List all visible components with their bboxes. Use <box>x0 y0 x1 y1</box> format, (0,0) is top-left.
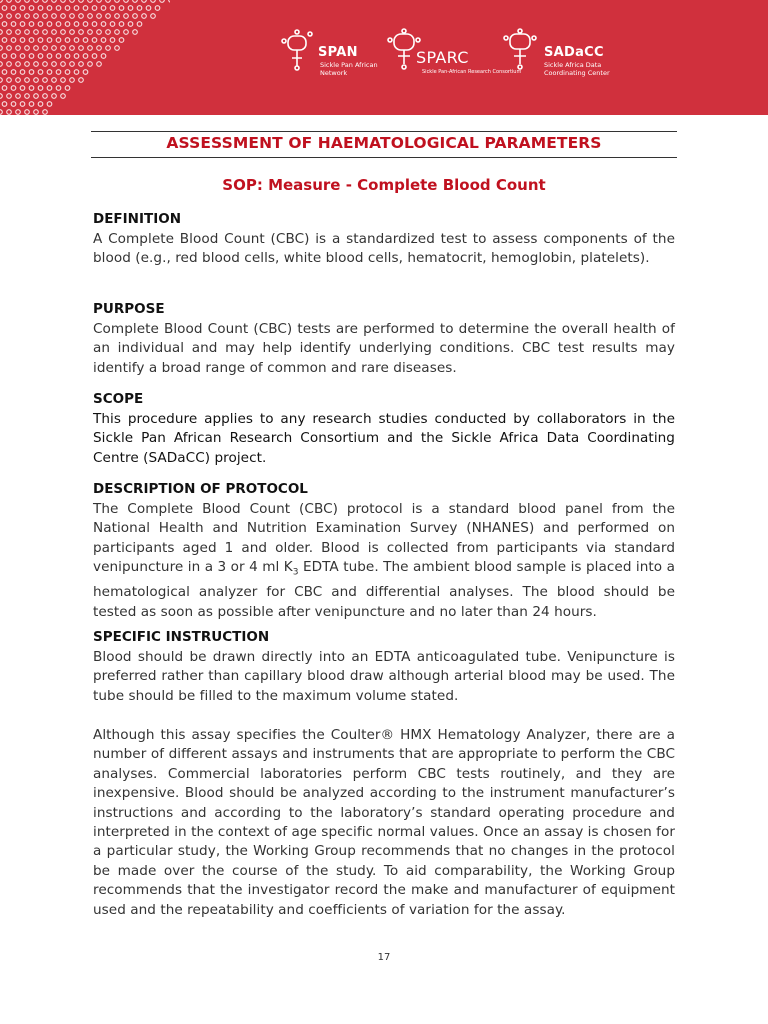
pattern-dot <box>65 6 70 11</box>
protocol-heading: DESCRIPTION OF PROTOCOL <box>93 481 308 497</box>
pattern-dot <box>74 70 79 75</box>
pattern-dot <box>11 86 16 91</box>
pattern-dot <box>83 6 88 11</box>
purpose-text: Complete Blood Count (CBC) tests are performed to determine the overall health of an individual and may help identify underlying conditions. CBC test results may identify a broad range of common and rare diseases. <box>93 321 675 376</box>
pattern-dot <box>79 30 84 35</box>
pattern-dot <box>74 54 79 59</box>
pattern-dot <box>133 30 138 35</box>
pattern-dot <box>124 0 129 2</box>
pattern-dot <box>110 6 115 11</box>
pattern-dot <box>101 22 106 27</box>
pattern-dot <box>38 70 43 75</box>
pattern-dot <box>0 0 2 2</box>
pattern-dot <box>47 38 52 43</box>
dot-pattern-decoration <box>0 0 170 115</box>
pattern-dot <box>151 0 156 2</box>
pattern-dot <box>38 38 43 43</box>
pattern-dot <box>25 78 30 83</box>
pattern-dot <box>25 14 30 19</box>
pattern-dot <box>43 78 48 83</box>
pattern-dot <box>2 22 7 27</box>
pattern-dot <box>65 22 70 27</box>
pattern-dot <box>61 0 66 2</box>
pattern-dot <box>83 54 88 59</box>
pattern-dot <box>38 22 43 27</box>
pattern-dot <box>124 30 129 35</box>
protocol-text-part2: EDTA tube. The ambient blood sample is placed into a hematological analyzer for CBC and differential analyses. The blood should be tested as soon as possible after venipuncture and no later than 24 hours. <box>93 559 675 620</box>
pattern-dot <box>79 14 84 19</box>
pattern-dot <box>2 70 7 75</box>
pattern-dot <box>115 14 120 19</box>
sparco-sub-line1: Sickle Pan-African Research Consortium <box>422 69 522 75</box>
scope-heading: SCOPE <box>93 391 144 407</box>
pattern-dot <box>83 38 88 43</box>
pattern-dot <box>52 30 57 35</box>
pattern-dot <box>43 30 48 35</box>
pattern-dot <box>74 6 79 11</box>
pattern-dot <box>151 14 156 19</box>
pattern-dot <box>34 46 39 51</box>
pattern-dot <box>61 78 66 83</box>
sadacc-sub-line1: Sickle Africa Data <box>544 61 602 69</box>
pattern-dot <box>25 0 30 2</box>
pattern-dot <box>38 102 43 107</box>
pattern-dot <box>70 78 75 83</box>
title-bottom-rule <box>91 157 677 158</box>
pattern-dot <box>92 54 97 59</box>
pattern-dot <box>47 102 52 107</box>
pattern-dot <box>7 110 12 115</box>
pattern-dot <box>2 54 7 59</box>
pattern-dot <box>88 62 93 67</box>
pattern-dot <box>20 22 25 27</box>
sadacc-sub-line2: Coordinating Center <box>544 69 610 77</box>
header-banner <box>0 0 768 115</box>
pattern-dot <box>47 6 52 11</box>
pattern-dot <box>34 30 39 35</box>
pattern-dot <box>83 22 88 27</box>
pattern-dot <box>16 110 21 115</box>
pattern-dot <box>65 54 70 59</box>
pattern-dot <box>133 14 138 19</box>
pattern-dot <box>79 46 84 51</box>
pattern-dot <box>2 86 7 91</box>
pattern-dot <box>70 46 75 51</box>
pattern-dot <box>70 62 75 67</box>
pattern-dot <box>20 6 25 11</box>
pattern-dot <box>56 70 61 75</box>
pattern-dot <box>142 0 147 2</box>
span-sub-line1: Sickle Pan African <box>320 61 378 69</box>
pattern-dot <box>115 30 120 35</box>
pattern-dot <box>25 94 30 99</box>
pattern-dot <box>47 86 52 91</box>
span-sub-line2: Network <box>320 69 348 77</box>
pattern-dot <box>61 46 66 51</box>
pattern-dot <box>0 14 2 19</box>
sadacc-emblem-icon <box>502 28 542 72</box>
pattern-dot <box>61 14 66 19</box>
pattern-dot <box>119 38 124 43</box>
pattern-dot <box>38 86 43 91</box>
pattern-dot <box>101 54 106 59</box>
pattern-dot <box>16 14 21 19</box>
pattern-dot <box>34 0 39 2</box>
pattern-dot <box>110 22 115 27</box>
pattern-dot <box>0 62 2 67</box>
pattern-dot <box>88 46 93 51</box>
pattern-dot <box>29 38 34 43</box>
pattern-dot <box>97 0 102 2</box>
pattern-dot <box>11 38 16 43</box>
pattern-dot <box>0 78 2 83</box>
pattern-dot <box>146 6 151 11</box>
definition-heading: DEFINITION <box>93 211 182 227</box>
main-title: ASSESSMENT OF HAEMATOLOGICAL PARAMETERS <box>166 134 602 152</box>
pattern-dot <box>56 54 61 59</box>
title-top-rule <box>91 131 677 132</box>
pattern-dot <box>25 110 30 115</box>
pattern-dot <box>16 46 21 51</box>
specific-instruction-text-1: Blood should be drawn directly into an EDTA anticoagulated tube. Venipuncture is preferred rather than capillary blood draw although arterial blood may be used. The tube should be filled to the maximum volume stated. <box>93 649 675 704</box>
pattern-dot <box>115 0 120 2</box>
pattern-dot <box>65 70 70 75</box>
pattern-dot <box>97 14 102 19</box>
pattern-dot <box>88 30 93 35</box>
pattern-dot <box>29 54 34 59</box>
pattern-dot <box>65 86 70 91</box>
pattern-dot <box>128 6 133 11</box>
specific-instruction-heading: SPECIFIC INSTRUCTION <box>93 629 270 645</box>
pattern-dot <box>11 6 16 11</box>
pattern-dot <box>25 62 30 67</box>
pattern-dot <box>16 94 21 99</box>
pattern-dot <box>11 70 16 75</box>
pattern-dot <box>16 62 21 67</box>
pattern-dot <box>2 38 7 43</box>
pattern-dot <box>43 94 48 99</box>
pattern-dot <box>20 86 25 91</box>
pattern-dot <box>61 30 66 35</box>
pattern-dot <box>79 0 84 2</box>
pattern-dot <box>52 46 57 51</box>
pattern-dot <box>83 70 88 75</box>
pattern-dot <box>43 62 48 67</box>
pattern-dot <box>29 70 34 75</box>
scope-text: This procedure applies to any research studies conducted by collaborators in the Sickle Pan African Research Consortium and the Sickle Africa Data Coordinating Centre (SADaCC) project. <box>93 411 675 466</box>
pattern-dot <box>7 14 12 19</box>
pattern-dot <box>133 0 138 2</box>
pattern-dot <box>25 30 30 35</box>
pattern-dot <box>47 70 52 75</box>
pattern-dot <box>56 22 61 27</box>
pattern-dot <box>88 0 93 2</box>
pattern-dot <box>20 38 25 43</box>
pattern-dot <box>160 0 165 2</box>
pattern-dot <box>119 22 124 27</box>
pattern-dot <box>137 6 142 11</box>
pattern-dot <box>70 0 75 2</box>
pattern-dot <box>101 38 106 43</box>
pattern-dot <box>92 6 97 11</box>
pattern-dot <box>142 14 147 19</box>
span-logo-name: SPAN <box>318 45 358 60</box>
pattern-dot <box>128 22 133 27</box>
pattern-dot <box>11 102 16 107</box>
pattern-dot <box>92 38 97 43</box>
pattern-dot <box>7 0 12 2</box>
pattern-dot <box>29 6 34 11</box>
pattern-dot <box>43 0 48 2</box>
pattern-dot <box>110 38 115 43</box>
pattern-dot <box>11 22 16 27</box>
pattern-dot <box>20 102 25 107</box>
page-number: 17 <box>377 952 391 963</box>
pattern-dot <box>65 38 70 43</box>
pattern-dot <box>97 62 102 67</box>
pattern-dot <box>74 22 79 27</box>
pattern-dot <box>61 94 66 99</box>
pattern-dot <box>97 46 102 51</box>
protocol-text-part1: The Complete Blood Count (CBC) protocol is a standard blood panel from the National Health and Nutrition Examination Survey (NHANES) and performed on participants aged 1 and older. Blood is collected from participants via standard venipuncture in a 3 or 4 ml K <box>93 501 675 576</box>
pattern-dot <box>52 62 57 67</box>
pattern-dot <box>16 78 21 83</box>
pattern-dot <box>29 102 34 107</box>
purpose-heading: PURPOSE <box>93 301 165 317</box>
pattern-dot <box>56 86 61 91</box>
pattern-dot <box>7 94 12 99</box>
pattern-dot <box>169 0 170 2</box>
pattern-dot <box>34 94 39 99</box>
pattern-dot <box>119 6 124 11</box>
pattern-dot <box>34 62 39 67</box>
pattern-dot <box>16 30 21 35</box>
pattern-dot <box>38 54 43 59</box>
pattern-dot <box>115 46 120 51</box>
pattern-dot <box>70 14 75 19</box>
pattern-dot <box>16 0 21 2</box>
sparco-logo-name: SPARC <box>416 48 469 67</box>
pattern-dot <box>34 110 39 115</box>
pattern-dot <box>137 22 142 27</box>
definition-text: A Complete Blood Count (CBC) is a standardized test to assess components of the blood (e.g., red blood cells, white blood cells, hematocrit, hemoglobin, platelets). <box>93 231 675 267</box>
span-emblem-icon <box>280 28 320 72</box>
pattern-dot <box>0 30 2 35</box>
sadacc-logo-name: SADaCC <box>544 45 604 60</box>
span-logo-subtitle <box>320 61 378 77</box>
pattern-dot <box>79 78 84 83</box>
pattern-dot <box>88 14 93 19</box>
pattern-dot <box>25 46 30 51</box>
pattern-dot <box>74 38 79 43</box>
pattern-dot <box>7 30 12 35</box>
pattern-dot <box>79 62 84 67</box>
pattern-dot <box>92 22 97 27</box>
pattern-dot <box>106 30 111 35</box>
specific-instruction-text-2: Although this assay specifies the Coulter® HMX Hematology Analyzer, there are a number of different assays and instruments that are appropriate to perform the CBC analyses. Commercial laboratories perform CBC tests routinely, and they are inexpensive. Blood should be analyzed according to the instrument manufacturer’s instructions and according to the laboratory’s standard operating procedure and interpreted in the context of age specific normal values. Once an assay is chosen for a particular study, the Working Group recommends that no changes in the protocol be made over the course of the study. To aid comparability, the Working Group recommends that the investigator record the make and manufacturer of equipment used and the repeatability and coefficients of variation for the assay. <box>93 727 675 918</box>
pattern-dot <box>52 78 57 83</box>
pattern-dot <box>43 110 48 115</box>
pattern-dot <box>34 78 39 83</box>
pattern-dot <box>20 54 25 59</box>
pattern-dot <box>11 54 16 59</box>
protocol-text-subscript: 3 <box>292 567 299 578</box>
partner-logos <box>280 28 640 88</box>
pattern-dot <box>7 78 12 83</box>
sop-title: SOP: Measure - Complete Blood Count <box>222 176 546 194</box>
pattern-dot <box>20 70 25 75</box>
pattern-dot <box>124 14 129 19</box>
sadacc-logo-subtitle <box>544 61 610 77</box>
pattern-dot <box>29 86 34 91</box>
pattern-dot <box>52 14 57 19</box>
pattern-dot <box>97 30 102 35</box>
pattern-dot <box>2 6 7 11</box>
pattern-dot <box>43 14 48 19</box>
pattern-dot <box>2 102 7 107</box>
pattern-dot <box>70 30 75 35</box>
pattern-dot <box>52 94 57 99</box>
pattern-dot <box>7 62 12 67</box>
pattern-dot <box>34 14 39 19</box>
pattern-dot <box>101 6 106 11</box>
pattern-dot <box>106 0 111 2</box>
protocol-text <box>93 500 675 622</box>
pattern-dot <box>43 46 48 51</box>
pattern-dot <box>106 14 111 19</box>
pattern-dot <box>29 22 34 27</box>
pattern-dot <box>155 6 160 11</box>
pattern-dot <box>52 0 57 2</box>
pattern-dot <box>38 6 43 11</box>
pattern-dot <box>106 46 111 51</box>
pattern-dot <box>0 110 2 115</box>
pattern-dot <box>7 46 12 51</box>
pattern-dot <box>56 38 61 43</box>
pattern-dot <box>56 6 61 11</box>
pattern-dot <box>47 22 52 27</box>
pattern-dot <box>0 94 2 99</box>
pattern-dot <box>0 46 2 51</box>
pattern-dot <box>47 54 52 59</box>
pattern-dot <box>61 62 66 67</box>
